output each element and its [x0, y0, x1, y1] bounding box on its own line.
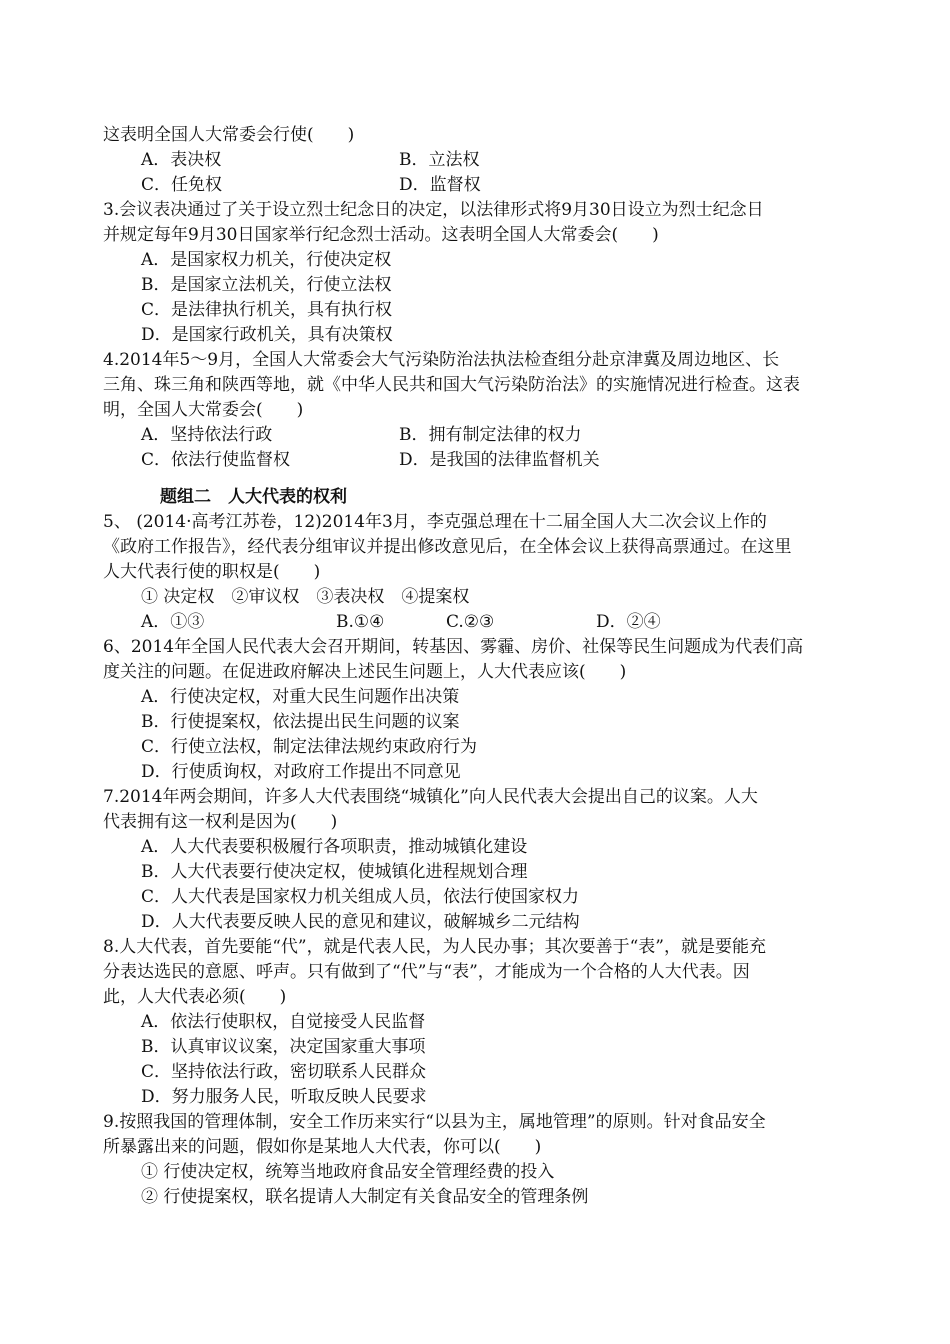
question-5-stem-line-1: 5、 (2014·高考江苏卷，12)2014年3月，李克强总理在十二届全国人大二次会议上作的 [103, 512, 767, 532]
option-b: B．拥有制定法律的权力 [399, 425, 582, 445]
option-b: B.①④ [336, 612, 385, 632]
section-heading: 题组二 人大代表的权利 [160, 487, 347, 507]
option-c: C．依法行使监督权 [141, 450, 291, 470]
option-d: D．是我国的法律监督机关 [399, 450, 600, 470]
option-d: D．行使质询权，对政府工作提出不同意见 [141, 762, 461, 782]
option-c: C．行使立法权，制定法律法规约束政府行为 [141, 737, 478, 757]
question-5-items: ① 决定权 ②审议权 ③表决权 ④提案权 [141, 587, 470, 607]
option-a: A．表决权 [141, 150, 222, 170]
question-4-options-row-1 [103, 423, 853, 448]
question-3-stem-line-1: 3.会议表决通过了关于设立烈士纪念日的决定，以法律形式将9月30日设立为烈士纪念日 [103, 200, 764, 220]
option-c: C.②③ [446, 612, 495, 632]
question-9-item-2: ② 行使提案权，联名提请人大制定有关食品安全的管理条例 [141, 1187, 589, 1207]
question-8-stem-line-2: 分表达选民的意愿、呼声。只有做到了“代”与“表”，才能成为一个合格的人大代表。因 [103, 962, 750, 982]
option-a: A．①③ [141, 612, 205, 632]
question-3-stem-line-2: 并规定每年9月30日国家举行纪念烈士活动。这表明全国人大常委会( ) [103, 225, 659, 245]
question-4-stem-line-2: 三角、珠三角和陕西等地，就《中华人民共和国大气污染防治法》的实施情况进行检查。这表 [103, 375, 800, 395]
option-d: D．努力服务人民，听取反映人民要求 [141, 1087, 427, 1107]
question-7-stem-line-2: 代表拥有这一权利是因为( ) [103, 812, 338, 832]
option-b: B．立法权 [399, 150, 480, 170]
option-d: D．②④ [596, 612, 661, 632]
option-b: B．人大代表要行使决定权，使城镇化进程规划合理 [141, 862, 528, 882]
question-2-options-row-2 [103, 173, 853, 198]
question-2-stem-tail: 这表明全国人大常委会行使( ) [103, 125, 355, 145]
question-4-options-row-2 [103, 448, 853, 473]
option-b: B．行使提案权，依法提出民生问题的议案 [141, 712, 460, 732]
option-c: C．人大代表是国家权力机关组成人员，依法行使国家权力 [141, 887, 580, 907]
question-5-stem-line-2: 《政府工作报告》，经代表分组审议并提出修改意见后，在全体会议上获得高票通过。在这里 [103, 537, 792, 557]
question-2-options-row-1 [103, 148, 853, 173]
question-9-stem-line-2: 所暴露出来的问题，假如你是某地人大代表，你可以( ) [103, 1137, 542, 1157]
option-a: A．依法行使职权，自觉接受人民监督 [141, 1012, 426, 1032]
question-5-options [103, 610, 853, 635]
option-c: C．坚持依法行政，密切联系人民群众 [141, 1062, 427, 1082]
question-5-stem-line-3: 人大代表行使的职权是( ) [103, 562, 321, 582]
option-d: D．监督权 [399, 175, 481, 195]
option-b: B．认真审议议案，决定国家重大事项 [141, 1037, 426, 1057]
option-c: C．是法律执行机关，具有执行权 [141, 300, 393, 320]
question-8-stem-line-3: 此，人大代表必须( ) [103, 987, 287, 1007]
option-d: D．是国家行政机关，具有决策权 [141, 325, 393, 345]
option-c: C．任免权 [141, 175, 223, 195]
question-7-stem-line-1: 7.2014年两会期间，许多人大代表围绕“城镇化”向人民代表大会提出自己的议案。人大 [103, 787, 758, 807]
question-9-stem-line-1: 9.按照我国的管理体制，安全工作历来实行“以县为主，属地管理”的原则。针对食品安全 [103, 1112, 766, 1132]
option-a: A．坚持依法行政 [141, 425, 273, 445]
question-9-item-1: ① 行使决定权，统筹当地政府食品安全管理经费的投入 [141, 1162, 555, 1182]
question-4-stem-line-3: 明，全国人大常委会( ) [103, 400, 304, 420]
question-6-stem-line-2: 度关注的问题。在促进政府解决上述民生问题上，人大代表应该( ) [103, 662, 627, 682]
option-a: A．人大代表要积极履行各项职责，推动城镇化建设 [141, 837, 528, 857]
question-6-stem-line-1: 6、2014年全国人民代表大会召开期间，转基因、雾霾、房价、社保等民生问题成为代表们高 [103, 637, 804, 657]
document-page [103, 123, 853, 1210]
option-a: A．行使决定权，对重大民生问题作出决策 [141, 687, 460, 707]
question-8-stem-line-1: 8.人大代表，首先要能“代”，就是代表人民，为人民办事；其次要善于“表”，就是要能充 [103, 937, 766, 957]
option-d: D．人大代表要反映人民的意见和建议，破解城乡二元结构 [141, 912, 580, 932]
option-a: A．是国家权力机关，行使决定权 [141, 250, 392, 270]
question-4-stem-line-1: 4.2014年5～9月，全国人大常委会大气污染防治法执法检查组分赴京津冀及周边地区、长 [103, 350, 780, 370]
option-b: B．是国家立法机关，行使立法权 [141, 275, 392, 295]
